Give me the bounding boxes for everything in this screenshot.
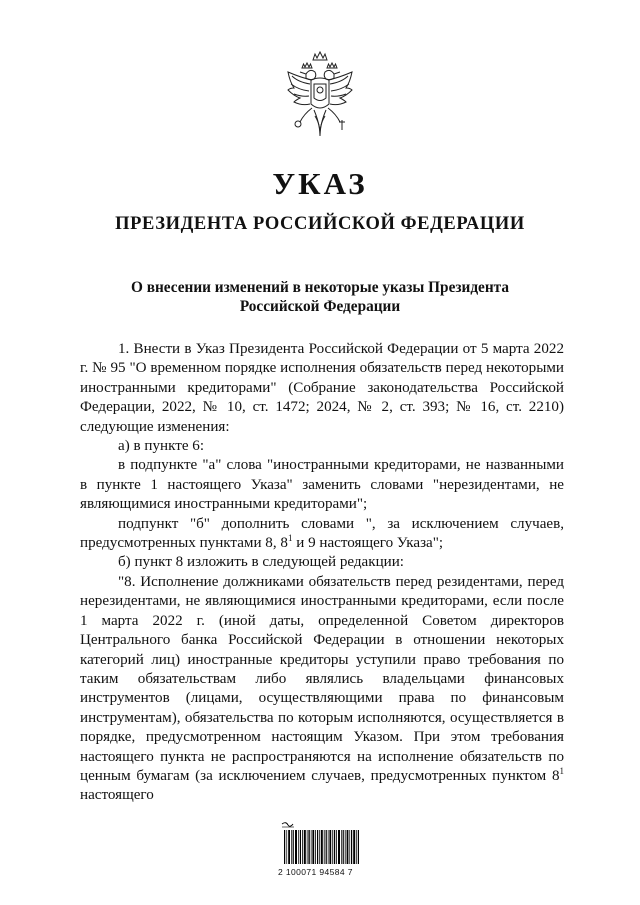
barcode-number: 2 100071 94584 7 <box>278 867 353 877</box>
paragraph-1: 1. Внести в Указ Президента Российской Федерации от 5 марта 2022 г. № 95 "О временном порядке исполнения обязательств перед некоторыми иностранными кредиторами" (Собрание законодательства Российской Федерации, 2022, № 10, ст. 1472; 2024, № 2, ст. 393; № 16, ст. 2210) следующие изменения: <box>80 341 564 435</box>
decree-body <box>80 340 564 806</box>
paragraph-6-text-b: настоящего <box>80 787 154 804</box>
paragraph-4-text-b: и 9 настоящего Указа"; <box>292 535 444 552</box>
paragraph-4 <box>80 515 564 554</box>
paragraph-6-superscript: 1 <box>559 765 564 776</box>
paragraph-6-text-a: "8. Исполнение должниками обязательств перед резидентами, перед нерезидентами, не являющимися иностранными кредиторами, если после 1 марта 2022 г. (иной даты, определенной Советом директоров Центрального банка Российской Федерации в отношении некоторых категорий лиц) иностранные кредиторы уступили право требования по таким обязательствам либо являлись владельцами финансовых инструментов (лицами, осуществляющими права по финансовым инструментам), обязательства по которым исполняются, осуществляется в порядке, предусмотренном настоящим Указом. При этом требования настоящего пункта не распространяются на исполнение обязательств по ценным бумагам (за исключением случаев, предусмотренных пунктом 8 <box>80 573 564 784</box>
paragraph-6 <box>80 573 564 806</box>
paragraph-5: б) пункт 8 изложить в следующей редакции: <box>118 554 404 571</box>
coat-of-arms-emblem <box>282 50 358 144</box>
document-type-title: УКАЗ <box>272 166 368 201</box>
paragraph-2: а) в пункте 6: <box>118 438 205 455</box>
decree-heading-line-2: Российской Федерации <box>239 298 401 315</box>
paragraph-3: в подпункте "а" слова "иностранными кредиторами, не названными в пункте 1 настоящего Указа" заменить словами "нерезидентами, не являющимися иностранными кредиторами"; <box>80 457 564 513</box>
issuer-subtitle: ПРЕЗИДЕНТА РОССИЙСКОЙ ФЕДЕРАЦИИ <box>115 214 525 234</box>
paragraph-4-text-a: подпункт "б" дополнить словами ", за исключением случаев, предусмотренных пунктами 8, 8 <box>80 515 564 552</box>
decree-heading <box>0 278 640 316</box>
decree-heading-line-1: О внесении изменений в некоторые указы Президента <box>130 279 510 296</box>
paragraph-4-superscript: 1 <box>287 533 293 544</box>
